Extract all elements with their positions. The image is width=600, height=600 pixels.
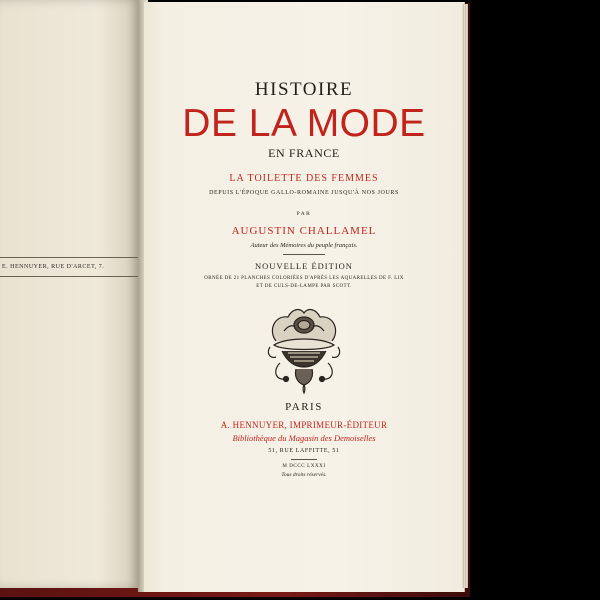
rights-line: Tous droits réservés. — [281, 472, 327, 478]
main-title: DE LA MODE — [182, 102, 426, 145]
left-page-rule-bottom — [0, 276, 140, 277]
address-line: 51, RUE LAFFITTE, 51 — [268, 448, 340, 454]
left-page-imprint: E. HENNUYER, RUE D'ARCET, 7. — [2, 264, 105, 270]
title-en-france: EN FRANCE — [268, 146, 340, 160]
year-divider — [291, 459, 317, 460]
illustration-note-2: ET DE CULS-DE-LAMPE PAR SCOTT. — [256, 284, 352, 289]
publisher: A. HENNUYER, IMPRIMEUR-ÉDITEUR — [220, 420, 388, 430]
city: PARIS — [285, 401, 323, 413]
period-line: DEPUIS L'ÉPOQUE GALLO-ROMAINE JUSQU'À NOS JOURS — [209, 190, 399, 196]
subtitle: LA TOILETTE DES FEMMES — [229, 173, 379, 184]
ornamental-vignette-icon — [266, 301, 342, 395]
illustration-note-1: ORNÉE DE 21 PLANCHES COLORIÉES D'APRÈS LES AQUARELLES DE F. LIX — [204, 276, 404, 281]
title-divider — [283, 254, 325, 255]
author-name: AUGUSTIN CHALLAMEL — [231, 225, 377, 237]
title-histoire: HISTOIRE — [254, 79, 354, 100]
author-note: Auteur des Mémoires du peuple français. — [250, 242, 358, 249]
bibliotheque-line: Bibliothèque du Magasin des Demoiselles — [232, 433, 376, 443]
year-line: M DCCC LXXXI — [282, 464, 326, 469]
left-page-rule-top — [0, 257, 140, 258]
left-page — [0, 0, 140, 588]
edition-line: NOUVELLE ÉDITION — [255, 261, 353, 271]
par-label: PAR — [296, 211, 312, 217]
